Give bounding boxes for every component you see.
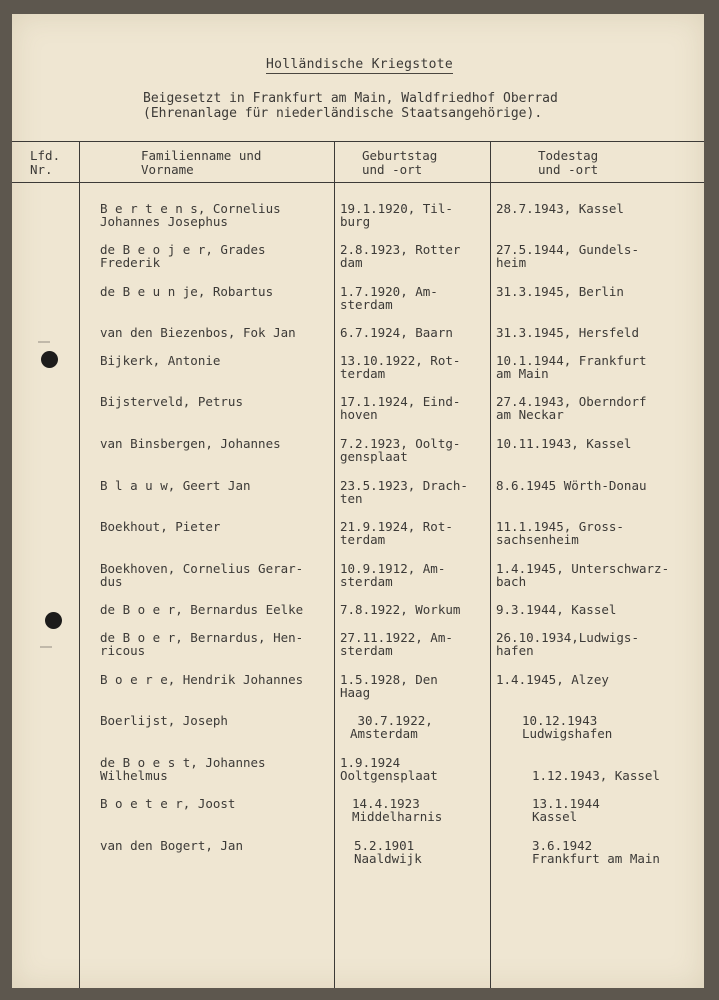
death-cell: 1.12.1943, Kassel: [532, 768, 660, 783]
birth-cell: 30.7.1922, Amsterdam: [350, 713, 433, 741]
death-cell: 11.1.1945, Gross- sachsenheim: [496, 519, 624, 547]
death-cell: 26.10.1934,Ludwigs- hafen: [496, 630, 639, 658]
name-cell: Bijsterveld, Petrus: [100, 394, 243, 409]
death-cell: 31.3.1945, Hersfeld: [496, 325, 639, 340]
name-cell: B e r t e n s, Cornelius Johannes Josephus: [100, 201, 281, 229]
name-cell: Bijkerk, Antonie: [100, 353, 221, 368]
name-cell: Boekhout, Pieter: [100, 519, 221, 534]
name-cell: de B o e r, Bernardus, Hen- ricous: [100, 630, 304, 658]
table-top-rule: [12, 141, 704, 142]
table-header-rule: [12, 182, 704, 183]
birth-cell: 13.10.1922, Rot- terdam: [340, 353, 461, 381]
header-birth: Geburtstag und -ort: [362, 148, 438, 177]
margin-mark: [40, 646, 52, 648]
name-cell: Boekhoven, Cornelius Gerar- dus: [100, 561, 304, 589]
death-cell: 1.4.1945, Unterschwarz- bach: [496, 561, 670, 589]
subtitle-line-1: Beigesetzt in Frankfurt am Main, Waldfriedhof Oberrad: [143, 91, 558, 106]
column-divider-1: [79, 141, 80, 988]
name-cell: van den Biezenbos, Fok Jan: [100, 325, 296, 340]
punch-hole-bottom: [45, 612, 62, 629]
birth-cell: 23.5.1923, Drach- ten: [340, 478, 468, 506]
name-cell: de B e u n je, Robartus: [100, 284, 274, 299]
birth-cell: 1.5.1928, Den Haag: [340, 672, 438, 700]
name-cell: B l a u w, Geert Jan: [100, 478, 251, 493]
document-subtitle: [143, 91, 558, 121]
death-cell: 27.4.1943, Oberndorf am Neckar: [496, 394, 647, 422]
death-cell: 9.3.1944, Kassel: [496, 602, 617, 617]
name-cell: Boerlijst, Joseph: [100, 713, 228, 728]
name-cell: van den Bogert, Jan: [100, 838, 243, 853]
punch-hole-top: [41, 351, 58, 368]
margin-mark: [38, 341, 50, 343]
birth-cell: 21.9.1924, Rot- terdam: [340, 519, 453, 547]
birth-cell: 17.1.1924, Eind- hoven: [340, 394, 461, 422]
birth-cell: 5.2.1901 Naaldwijk: [354, 838, 422, 866]
name-cell: de B o e r, Bernardus Eelke: [100, 602, 304, 617]
death-cell: 3.6.1942 Frankfurt am Main: [532, 838, 660, 866]
name-cell: de B e o j e r, Grades Frederik: [100, 242, 266, 270]
header-death: Todestag und -ort: [538, 148, 599, 177]
death-cell: 13.1.1944 Kassel: [532, 796, 600, 824]
name-cell: de B o e s t, Johannes Wilhelmus: [100, 755, 266, 783]
document-title: Holländische Kriegstote: [266, 57, 453, 72]
death-cell: 27.5.1944, Gundels- heim: [496, 242, 639, 270]
birth-cell: 19.1.1920, Til- burg: [340, 201, 453, 229]
header-lfd-nr: Lfd. Nr.: [30, 148, 61, 177]
death-cell: 28.7.1943, Kassel: [496, 201, 624, 216]
birth-cell: 27.11.1922, Am- sterdam: [340, 630, 453, 658]
death-cell: 10.11.1943, Kassel: [496, 436, 632, 451]
name-cell: B o e t e r, Joost: [100, 796, 236, 811]
column-divider-2: [334, 141, 335, 988]
name-cell: B o e r e, Hendrik Johannes: [100, 672, 304, 687]
birth-cell: 2.8.1923, Rotter dam: [340, 242, 461, 270]
birth-cell: 7.2.1923, Ooltg- gensplaat: [340, 436, 461, 464]
column-divider-3: [490, 141, 491, 988]
birth-cell: 10.9.1912, Am- sterdam: [340, 561, 446, 589]
subtitle-line-2: (Ehrenanlage für niederländische Staatsangehörige).: [143, 106, 543, 121]
death-cell: 1.4.1945, Alzey: [496, 672, 609, 687]
death-cell: 10.1.1944, Frankfurt am Main: [496, 353, 647, 381]
birth-cell: 7.8.1922, Workum: [340, 602, 461, 617]
birth-cell: 1.9.1924 Ooltgensplaat: [340, 755, 438, 783]
header-name: Familienname und Vorname: [141, 148, 262, 177]
birth-cell: 1.7.1920, Am- sterdam: [340, 284, 438, 312]
death-cell: 10.12.1943 Ludwigshafen: [522, 713, 613, 741]
death-cell: 8.6.1945 Wörth-Donau: [496, 478, 647, 493]
birth-cell: 14.4.1923 Middelharnis: [352, 796, 443, 824]
death-cell: 31.3.1945, Berlin: [496, 284, 624, 299]
birth-cell: 6.7.1924, Baarn: [340, 325, 453, 340]
name-cell: van Binsbergen, Johannes: [100, 436, 281, 451]
